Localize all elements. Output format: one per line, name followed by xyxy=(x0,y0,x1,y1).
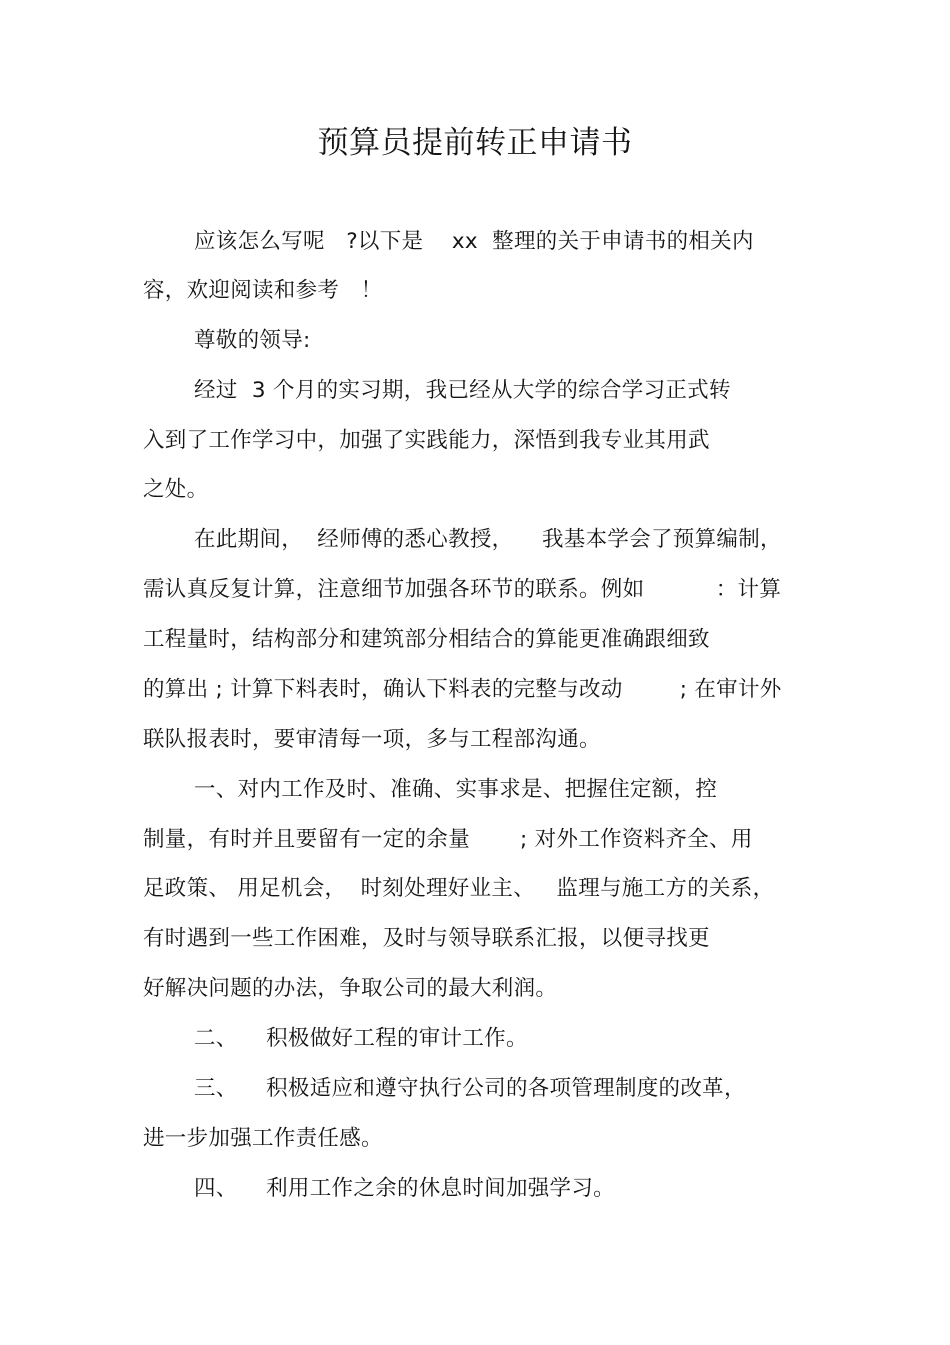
paragraph-line: 容，欢迎阅读和参考 ！ xyxy=(143,278,383,303)
paragraph-line: 有时遇到一些工作困难，及时与领导联系汇报，以便寻找更 xyxy=(143,926,710,951)
paragraph-line: 制量，有时并且要留有一定的余量 ; 对外工作资料齐全、用 xyxy=(143,827,753,852)
paragraph-line: 联队报表时，要审清每一项，多与工程部沟通。 xyxy=(143,727,601,752)
paragraph-line: 二、 积极做好工程的审计工作。 xyxy=(194,1026,528,1051)
paragraph-line: 三、 积极适应和遵守执行公司的各项管理制度的改革， xyxy=(194,1076,746,1101)
paragraph-line: 的算出 ; 计算下料表时，确认下料表的完整与改动 ; 在审计外 xyxy=(143,677,782,702)
paragraph-line: 一、对内工作及时、准确、实事求是、把握住定额，控 xyxy=(194,777,718,802)
paragraph-line: 在此期间， 经师傅的悉心教授， 我基本学会了预算编制， xyxy=(194,527,782,552)
paragraph-line: 四、 利用工作之余的休息时间加强学习。 xyxy=(194,1176,615,1201)
paragraph-line: 经过 3 个月的实习期，我已经从大学的综合学习正式转 xyxy=(194,378,731,403)
paragraph-line: 好解决问题的办法，争取公司的最大利润。 xyxy=(143,976,558,1001)
paragraph-line: 需认真反复计算，注意细节加强各环节的联系。例如 ：计算 xyxy=(143,577,782,602)
paragraph-line: 足政策、 用足机会， 时刻处理好业主、 监理与施工方的关系， xyxy=(143,876,775,901)
paragraph-line: 工程量时，结构部分和建筑部分相结合的算能更准确跟细致 xyxy=(143,627,710,652)
salutation: 尊敬的领导: xyxy=(194,328,311,353)
paragraph-line: 应该怎么写呢 ?以下是 xx 整理的关于申请书的相关内 xyxy=(194,229,754,254)
paragraph-line: 进一步加强工作责任感。 xyxy=(143,1126,383,1151)
document-title: 预算员提前转正申请书 xyxy=(317,125,633,161)
paragraph-line: 之处。 xyxy=(143,477,209,502)
paragraph-line: 入到了工作学习中，加强了实践能力，深悟到我专业其用武 xyxy=(143,428,710,453)
